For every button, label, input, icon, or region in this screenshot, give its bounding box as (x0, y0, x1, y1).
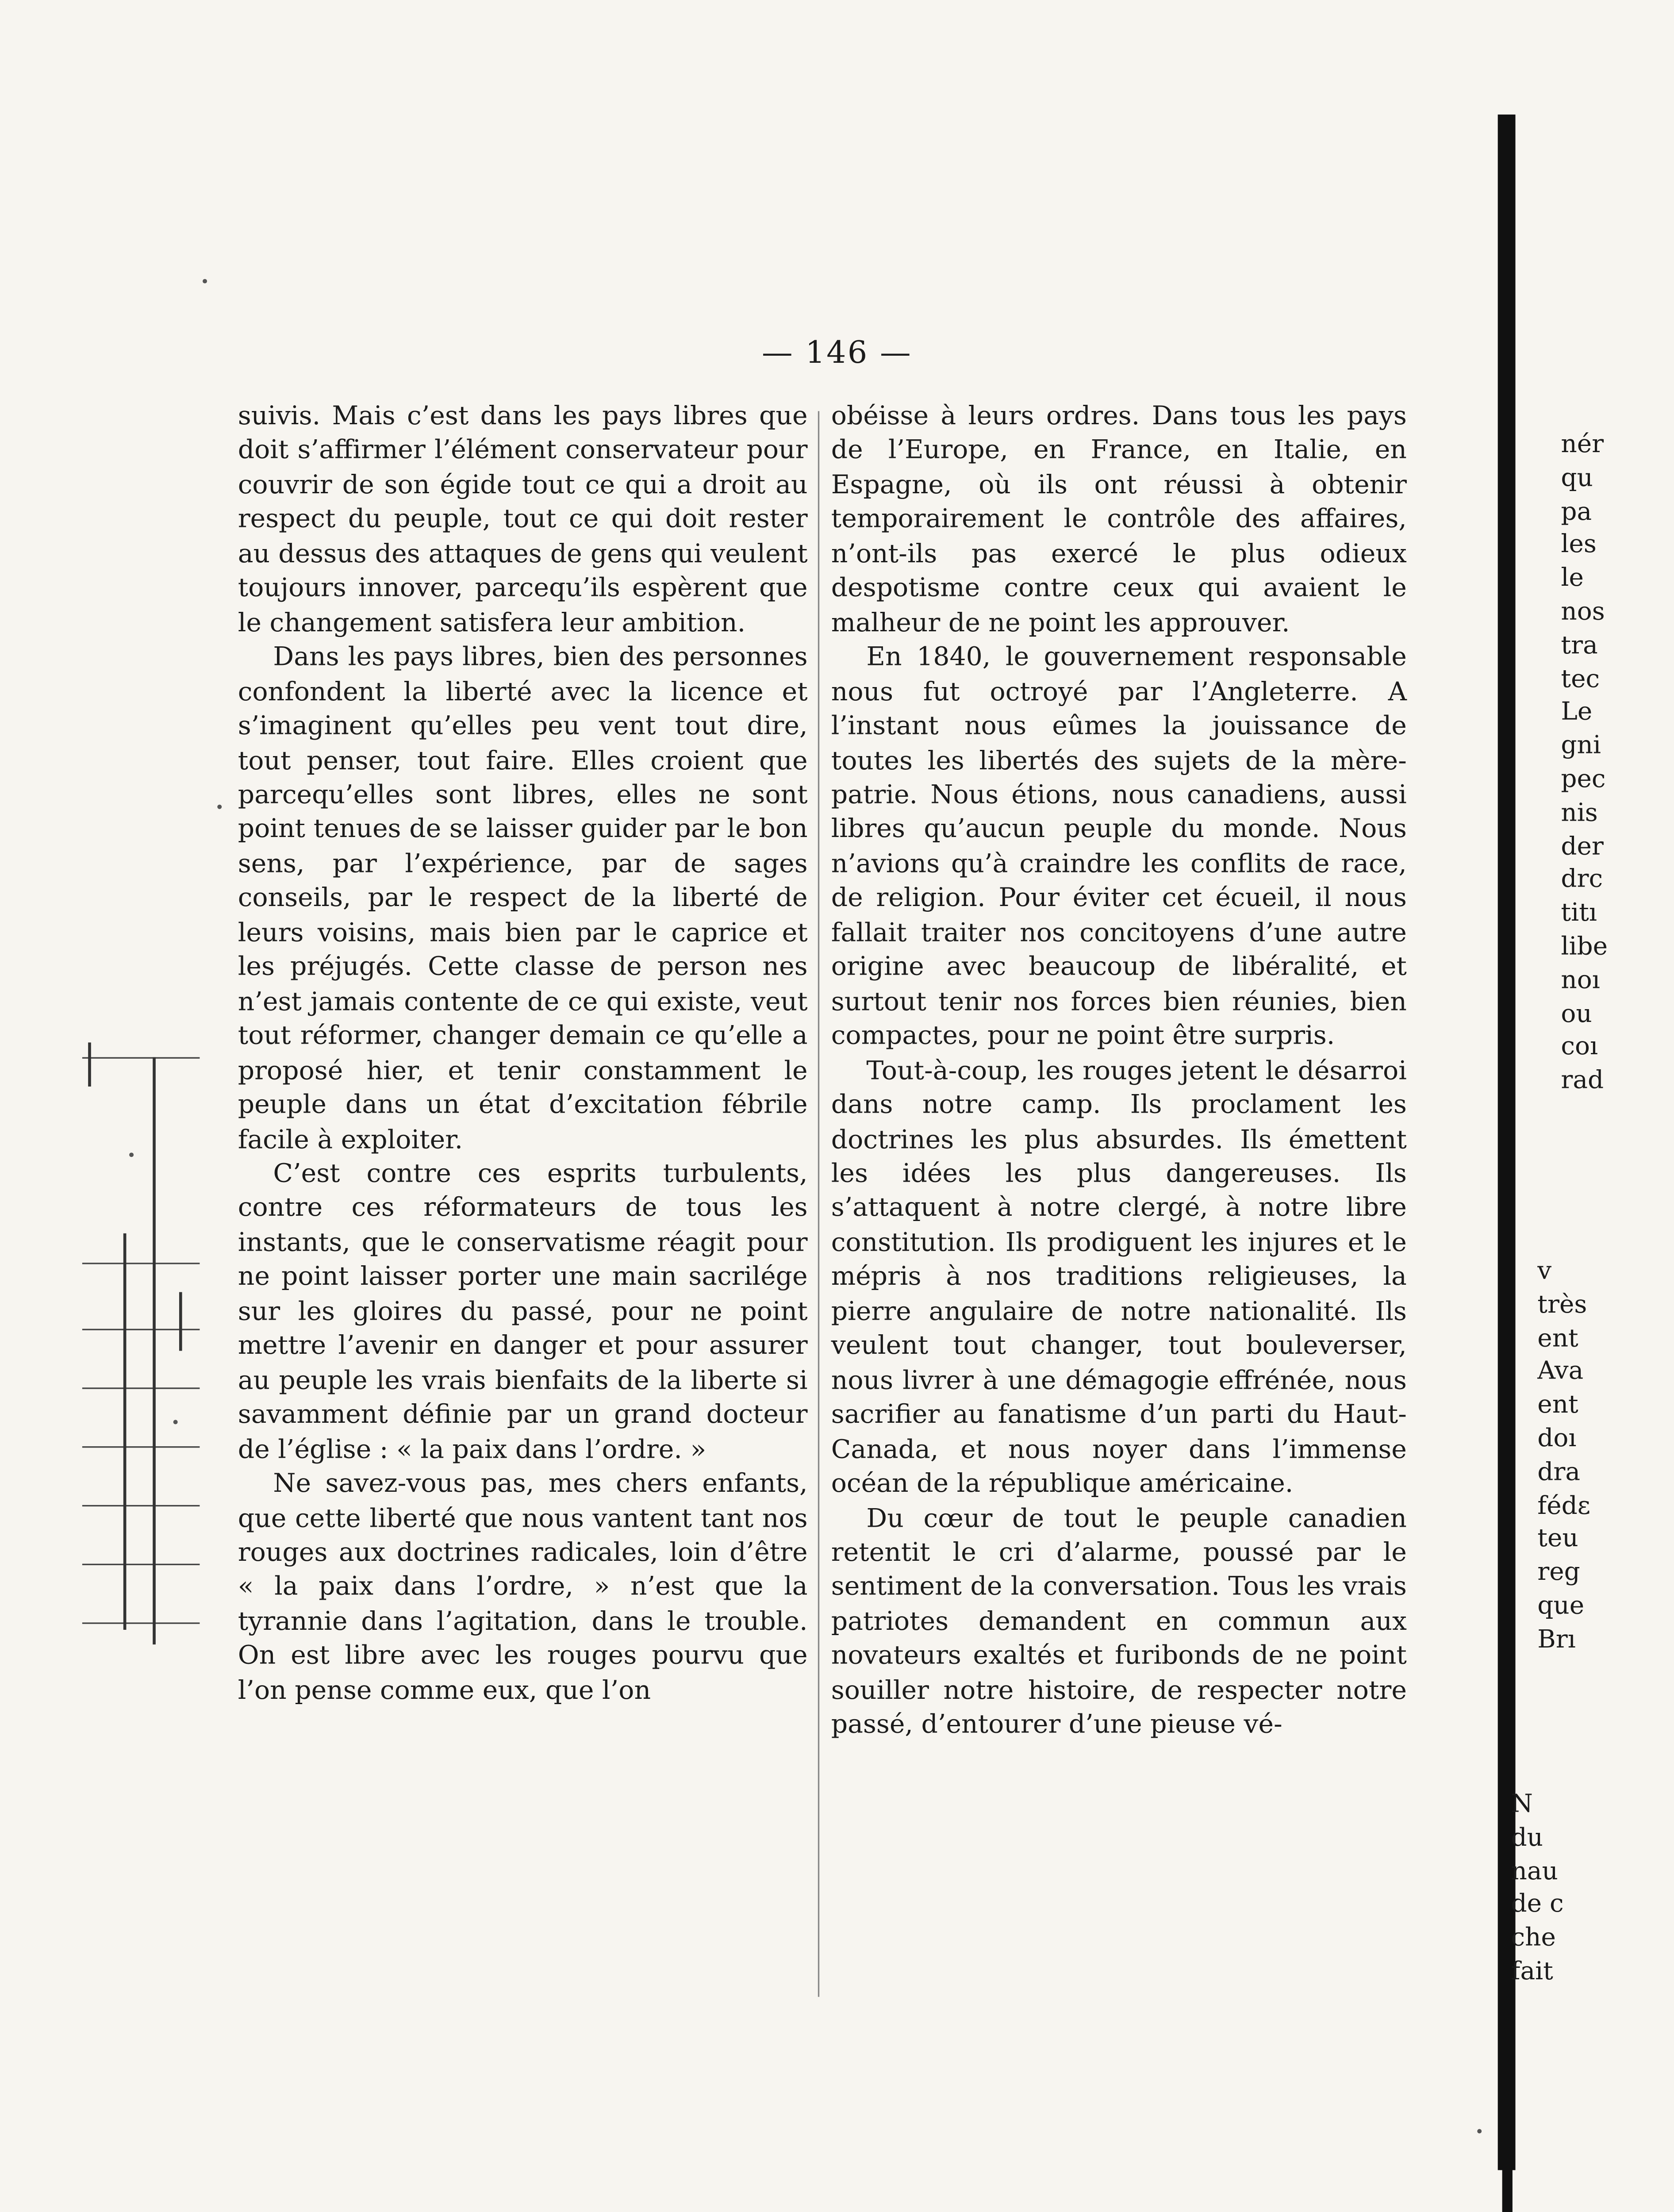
fragment-word: gni (1561, 731, 1601, 761)
margin-rule-line (82, 1505, 200, 1506)
fragment-word: Brı (1537, 1625, 1576, 1655)
scan-speck (129, 1152, 134, 1157)
fragment-word: ent (1537, 1390, 1578, 1420)
fragment-word: rad (1561, 1066, 1604, 1096)
fragment-word: tec (1561, 664, 1600, 694)
left-paragraph-2: Dans les pays libres, bien des personnes confondent la liberté avec la licence et s’imaginent qu’elles peu vent tout dire, tout penser, tout faire. Elles croient que parcequ’elles sont libres, elles ne sont point tenues de se laisser guider par le bon sens, par l’expérience, par de sages conseils, par le respect de la liberté de leurs voisins, mais bien par le caprice et les préjugés. Cette classe de person nes n’est jamais contente de ce qui existe, veut tout réformer, changer demain ce qu’elle a proposé hier, et tenir constamment le peuple dans un état d’excitation fébrile facile à exploiter. (238, 643, 808, 1155)
margin-rule-line (82, 1387, 200, 1389)
fragment-word: de c (1511, 1890, 1564, 1920)
left-paragraph-4: Ne savez-vous pas, mes chers enfants, que cette liberté que nous vantent tant nos rouges aux doctrines radicales, loin d’être « la paix dans l’ordre, » n’est que la tyrannie dans l’agitation, dans le trouble. On est libre avec les rouges pourvu que l’on pense comme eux, que l’on (238, 1470, 808, 1706)
right-paragraph-4: Du cœur de tout le peuple canadien retentit le cri d’alarme, poussé par le sentiment de la conversation. Tous les vrais patriotes demandent en commun aux novateurs exaltés et furibonds de ne point souiller notre histoire, de respecter notre passé, d’entourer d’une pieuse vé- (831, 1504, 1407, 1740)
margin-rule-line (82, 1622, 200, 1624)
fragment-word: tra (1561, 631, 1598, 661)
fragment-word: coı (1561, 1033, 1598, 1062)
margin-tick-mark (88, 1042, 91, 1087)
fragment-word: titı (1561, 899, 1597, 929)
scan-speck (217, 805, 222, 809)
margin-rule-line (82, 1263, 200, 1264)
fragment-word: Ava (1537, 1357, 1584, 1387)
fragment-word: doı (1537, 1424, 1577, 1454)
fragment-word: pec (1561, 765, 1606, 795)
scan-speck (1477, 2129, 1482, 2133)
margin-rule-line (82, 1057, 200, 1059)
fragment-word: ou (1561, 999, 1592, 1029)
left-paragraph-1: suivis. Mais c’est dans les pays libres que doit s’affirmer l’élément conservateur pour couvrir de son égide tout ce qui a droit au respect du peuple, tout ce qui doit rester au dessus des attaques de gens qui veulent toujours innover, parcequ’ils espèrent que le changement satisfera leur ambition. (238, 402, 808, 638)
fragment-word: fait (1511, 1957, 1553, 1987)
scan-speck (173, 1420, 178, 1424)
fragment-word: libe (1561, 932, 1608, 962)
fragment-word: fédε (1537, 1491, 1590, 1521)
fragment-word: der (1561, 832, 1604, 861)
fragment-word: drc (1561, 865, 1603, 895)
fragment-word: très (1537, 1290, 1587, 1320)
margin-tick-mark (123, 1233, 127, 1630)
page-number: — 146 — (761, 334, 913, 370)
right-paragraph-3: Tout-à-coup, les rouges jetent le désarroi dans notre camp. Ils proclament les doctrines les plus absurdes. Ils émettent les idées les plus dangereuses. Ils s’attaquent à notre clergé, à notre libre constitution. Ils prodiguent les injures et le mépris à nos traditions religieuses, la pierre angulaire de notre nationalité. Ils veulent tout changer, tout bouleverser, nous livrer à une démagogie effrénée, nous sacrifier au fanatisme d’un parti du Haut-Canada, et nous noyer dans l’immense océan de la république américaine. (831, 1056, 1407, 1499)
fragment-word: que (1537, 1591, 1585, 1621)
fragment-word: N (1511, 1790, 1533, 1820)
fragment-word: ent (1537, 1324, 1578, 1353)
fragment-word: le (1561, 564, 1584, 594)
fragment-word: dra (1537, 1457, 1581, 1487)
fragment-word: nis (1561, 798, 1598, 828)
left-text-column (238, 401, 808, 1709)
margin-tick-mark (153, 1057, 156, 1645)
margin-tick-mark (179, 1292, 182, 1351)
fragment-word: reg (1537, 1558, 1580, 1588)
scan-speck (203, 279, 207, 284)
margin-rule-line (82, 1446, 200, 1448)
fragment-word: pa (1561, 497, 1592, 527)
fragment-word: Le (1561, 698, 1593, 728)
column-divider-rule (818, 411, 819, 1997)
fragment-word: che (1511, 1924, 1556, 1953)
fragment-word: qu (1561, 464, 1593, 493)
page-gutter-shadow-tail (1502, 2158, 1513, 2212)
fragment-word: nér (1561, 430, 1604, 460)
right-text-column (831, 401, 1407, 1744)
right-paragraph-2: En 1840, le gouvernement responsable nous fut octroyé par l’Angleterre. A l’instant nous eûmes la jouissance de toutes les libertés des sujets de la mère-patrie. Nous étions, nous canadiens, aussi libres qu’aucun peuple du monde. Nous n’avions qu’à craindre les conflits de race, de religion. Pour éviter cet écueil, il nous fallait traiter nos concitoyens d’une autre origine avec beaucoup de libéralité, et surtout tenir nos forces bien réunies, bien compactes, pour ne point être surpris. (831, 643, 1407, 1052)
fragment-word: nau (1511, 1857, 1558, 1886)
fragment-word: v (1537, 1256, 1552, 1286)
fragment-word: du (1511, 1823, 1543, 1853)
left-paragraph-3: C’est contre ces esprits turbulents, contre ces réformateurs de tous les instants, que le conservatisme réagit pour ne point laisser porter une main sacrilége sur les gloires du passé, pour ne point mettre l’avenir en danger et pour assurer au peuple les vrais bienfaits de la liberte si savamment définie par un grand docteur de l’église : « la paix dans l’ordre. » (238, 1160, 808, 1465)
fragment-word: nos (1561, 597, 1605, 627)
margin-rule-line (82, 1564, 200, 1565)
fragment-word: les (1561, 530, 1597, 560)
fragment-word: teu (1537, 1525, 1578, 1554)
fragment-word: noı (1561, 966, 1600, 995)
right-paragraph-1: obéisse à leurs ordres. Dans tous les pays de l’Europe, en France, en Italie, en Espagne, où ils ont réussi à obtenir temporairement le contrôle des affaires, n’ont-ils pas exercé le plus odieux despotisme contre ceux qui avaient le malheur de ne point les approuver. (831, 402, 1407, 638)
